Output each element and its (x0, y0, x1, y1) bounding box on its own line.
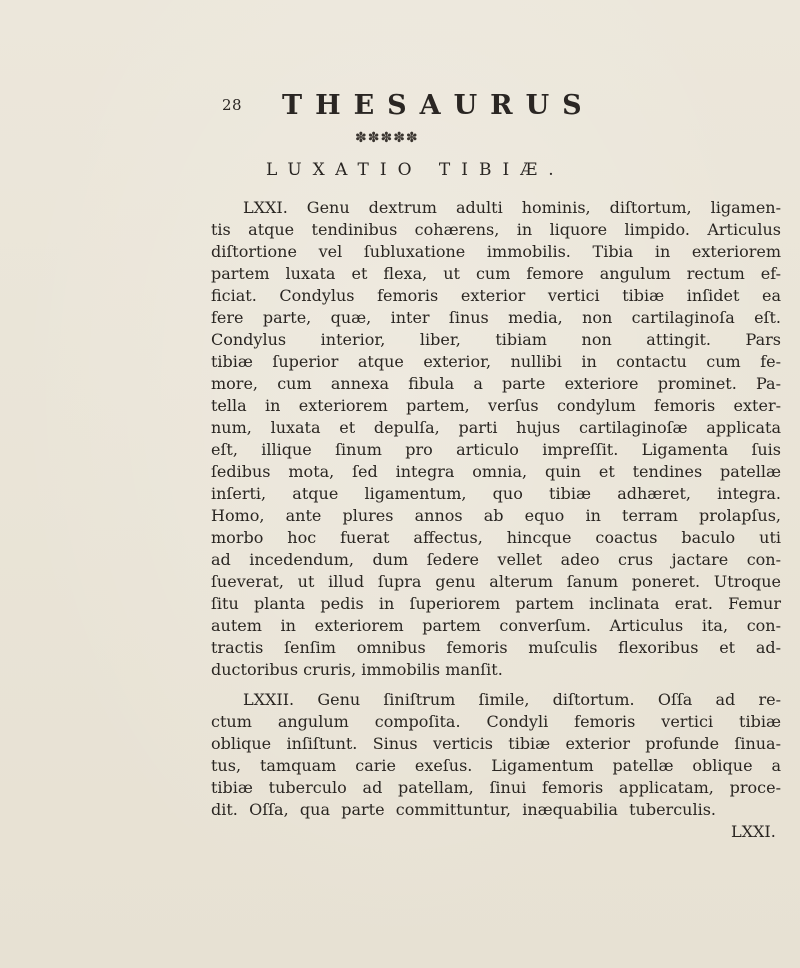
paragraph1-line: fere parte, quæ, inter ſinus media, non cartilaginoſa eſt. (211, 308, 781, 327)
running-title: THESAURUS (282, 90, 595, 121)
paragraph2-line: LXXII. Genu ſiniſtrum ſimile, diſtortum. Oſſa ad re- (243, 690, 781, 709)
page-number: 28 (222, 96, 243, 114)
paragraph1-line: tractis ſenſim omnibus femoris muſculis flexoribus et ad- (211, 638, 781, 657)
paragraph1-line: ſedibus mota, ſed integra omnia, quin et tendines patellæ (211, 462, 781, 481)
catchword: LXXI. (731, 822, 776, 841)
paragraph1-line: partem luxata et flexa, ut cum femore angulum rectum ef- (211, 264, 781, 283)
paragraph2-line: ctum angulum compoſita. Condyli femoris vertici tibiæ (211, 712, 781, 731)
paragraph1-line: morbo hoc fuerat affectus, hincque coactus baculo uti (211, 528, 781, 547)
paragraph1-line: LXXI. Genu dextrum adulti hominis, diſtortum, ligamen- (243, 198, 781, 217)
paragraph1-line: tella in exteriorem partem, verſus condylum femoris exter- (211, 396, 781, 415)
paragraph1-line: ſueverat, ut illud ſupra genu alterum ſanum poneret. Utroque (211, 572, 781, 591)
paragraph1-line: tis atque tendinibus cohærens, in liquore limpido. Articulus (211, 220, 781, 239)
paragraph1-line: eſt, illique ſinum pro articulo impreſſit. Ligamenta ſuis (211, 440, 781, 459)
paragraph2-line: dit. Oſſa, qua parte committuntur, inæquabilia tuberculis. (211, 800, 716, 819)
paragraph1-line: ad incedendum, dum ſedere vellet adeo crus jactare con- (211, 550, 781, 569)
ornament-asterisks: ✽✽✽✽✽ (355, 130, 419, 146)
section-heading: LUXATIO TIBIÆ. (266, 160, 565, 180)
paragraph1-line: ductoribus cruris, immobilis manſit. (211, 660, 503, 679)
paragraph1-line: more, cum annexa fibula a parte exteriore prominet. Pa- (211, 374, 781, 393)
paragraph2-line: tibiæ tuberculo ad patellam, ſinui femoris applicatam, proce- (211, 778, 781, 797)
paragraph1-line: inſerti, atque ligamentum, quo tibiæ adhæret, integra. (211, 484, 781, 503)
paragraph1-line: Homo, ante plures annos ab equo in terram prolapſus, (211, 506, 781, 525)
paragraph1-line: Condylus interior, liber, tibiam non attingit. Pars (211, 330, 781, 349)
paragraph1-line: autem in exteriorem partem converſum. Articulus ita, con- (211, 616, 781, 635)
paragraph1-line: num, luxata et depulſa, parti hujus cartilaginoſæ applicata (211, 418, 781, 437)
paragraph1-line: ficiat. Condylus femoris exterior vertici tibiæ inſidet ea (211, 286, 781, 305)
paragraph1-line: tibiæ ſuperior atque exterior, nullibi in contactu cum fe- (211, 352, 781, 371)
paragraph2-line: tus, tamquam carie exeſus. Ligamentum patellæ oblique a (211, 756, 781, 775)
paragraph1-line: diſtortione vel ſubluxatione immobilis. Tibia in exteriorem (211, 242, 781, 261)
paragraph1-line: ſitu planta pedis in ſuperiorem partem inclinata erat. Femur (211, 594, 781, 613)
paragraph2-line: oblique inſiſtunt. Sinus verticis tibiæ exterior profunde ſinua- (211, 734, 781, 753)
